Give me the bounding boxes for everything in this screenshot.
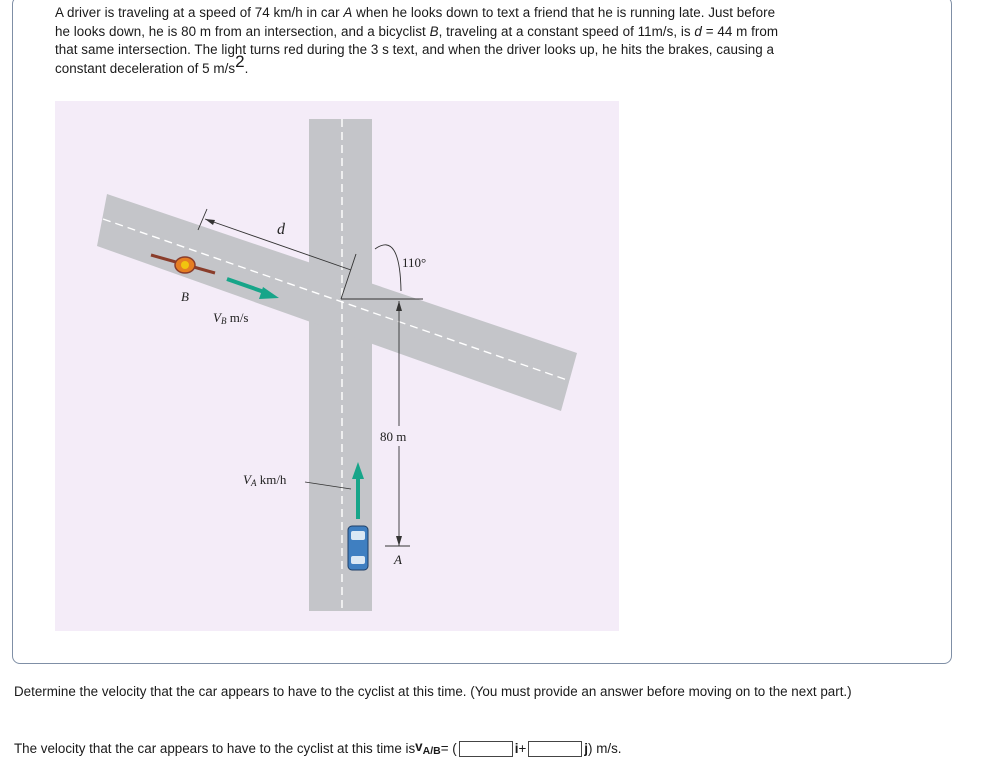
d-label: d	[277, 221, 285, 238]
car-velocity-label: VA km/h	[243, 472, 287, 488]
problem-line2b: , traveling at a constant speed of 11m/s, is	[438, 23, 695, 39]
distance-label: 80 m	[380, 429, 407, 444]
problem-line3: that same intersection. The light turns red during the 3 s text, and when the driver looks up, he hits the brakes, causing a	[55, 42, 775, 57]
j-component-input[interactable]	[528, 741, 582, 757]
car-label-text: A	[343, 5, 353, 20]
bike-velocity-label: VB m/s	[213, 310, 249, 326]
bike-label: B	[181, 289, 189, 304]
problem-statement	[55, 4, 915, 78]
d-variable-text: d	[694, 23, 702, 39]
problem-line2a: he looks down, he is 80 m from an intersection, and a bicyclist	[55, 23, 430, 39]
question-text: Determine the velocity that the car appears to have to the cyclist at this time. (You must provide an answer before moving on to the next part.)	[14, 684, 852, 699]
answer-prefix: The velocity that the car appears to have to the cyclist at this time is	[14, 741, 416, 756]
i-unit-label: i	[514, 741, 519, 756]
velocity-symbol: v	[415, 739, 423, 754]
problem-line2c: = 44 m from	[701, 23, 779, 39]
plus-sign: +	[518, 741, 527, 756]
equals-sign: = (	[440, 741, 457, 756]
bike-label-text: B	[429, 23, 439, 39]
angle-label: 110°	[402, 255, 427, 270]
car-icon	[348, 526, 368, 570]
answer-suffix: ) m/s.	[588, 741, 622, 756]
i-component-input[interactable]	[459, 741, 513, 757]
exponent: 2	[235, 51, 245, 71]
problem-line1: A driver is traveling at a speed of 74 km/h in car	[55, 5, 344, 20]
car-label: A	[394, 552, 402, 567]
problem-line1b: when he looks down to text a friend that he is running late. Just before	[352, 5, 776, 20]
velocity-subscript: A/B	[422, 745, 441, 757]
problem-line4: constant deceleration of 5 m/s	[55, 60, 236, 76]
intersection-figure	[55, 101, 619, 631]
j-unit-label: j	[584, 741, 589, 756]
problem-line4-end: .	[244, 60, 249, 76]
